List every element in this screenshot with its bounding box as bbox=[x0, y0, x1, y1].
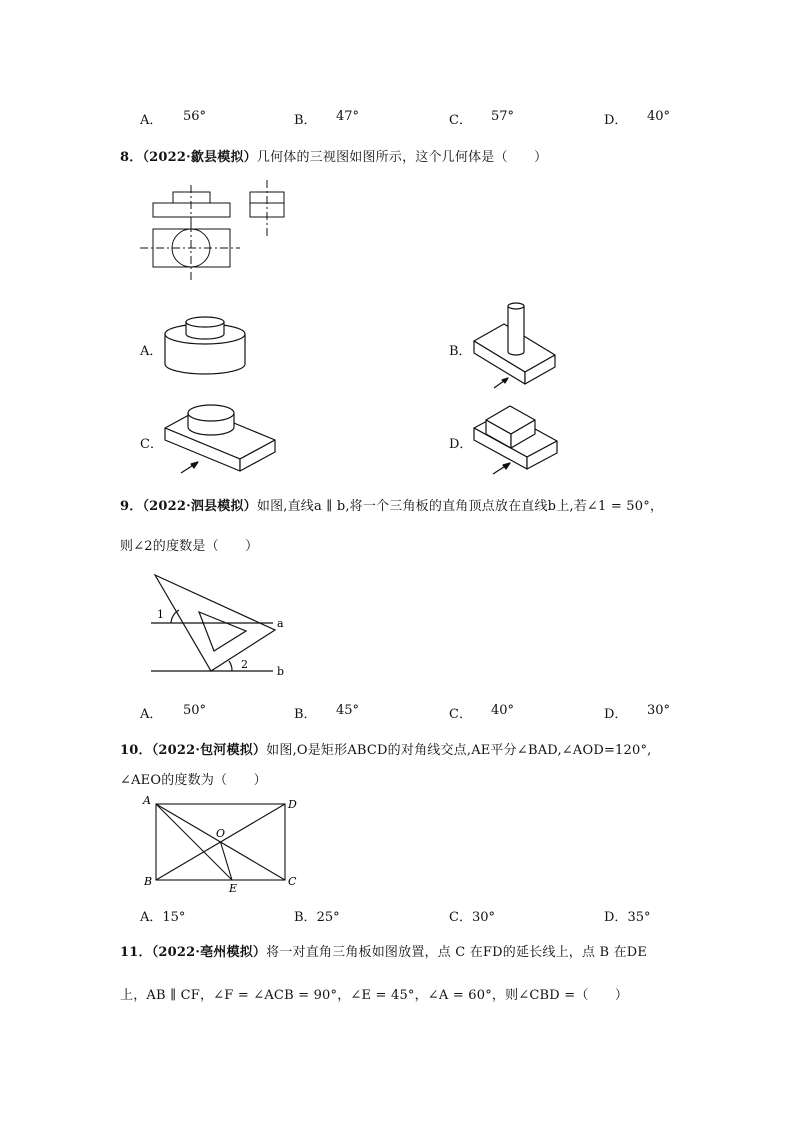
q10-label-e: E bbox=[229, 882, 238, 895]
q9-stem-line1 bbox=[120, 495, 663, 514]
q10-option-a-value: 15° bbox=[162, 910, 186, 925]
q7-option-b-value: 47° bbox=[336, 109, 360, 124]
q10-label-b: B bbox=[144, 875, 153, 888]
q9-option-c-label: C． bbox=[449, 707, 472, 722]
q10-option-a-label: A． bbox=[140, 910, 163, 925]
q9-option-d-label: D． bbox=[604, 707, 628, 722]
q9-option-b-label: B． bbox=[294, 707, 317, 722]
q11-source: （2022·亳州模拟） bbox=[151, 945, 267, 960]
q7-option-d-value: 40° bbox=[647, 109, 671, 124]
q11-number: 11． bbox=[120, 945, 152, 960]
q11-stem-line1 bbox=[120, 941, 647, 960]
q8-three-views-figure bbox=[140, 172, 300, 287]
q9-figure bbox=[145, 568, 295, 683]
q10-option-b-value: 25° bbox=[316, 910, 340, 925]
q9-source: （2022·泗县模拟） bbox=[142, 499, 257, 514]
q10-figure bbox=[140, 792, 310, 897]
q8-option-d-figure bbox=[472, 398, 562, 476]
q7-option-c-value: 57° bbox=[491, 109, 515, 124]
q8-source: （2022·歙县模拟） bbox=[142, 150, 257, 165]
q10-option-d-value: 35° bbox=[627, 910, 651, 925]
q9-angle1-label: 1 bbox=[157, 608, 164, 621]
q8-option-a-label: A． bbox=[140, 344, 163, 359]
q9-number: 9． bbox=[120, 499, 143, 514]
q8-option-b-label: B． bbox=[449, 344, 472, 359]
q10-stem-line2: ∠AEO的度数为（ ） bbox=[120, 773, 267, 788]
q9-angle2-label: 2 bbox=[241, 658, 248, 671]
q7-option-b-label: B． bbox=[294, 113, 317, 128]
q10-option-c-label: C． bbox=[449, 910, 472, 925]
q10-source: （2022·包河模拟） bbox=[151, 743, 267, 758]
q10-label-a: A bbox=[143, 794, 151, 807]
q9-option-a-value: 50° bbox=[183, 703, 207, 718]
q7-option-c-label: C． bbox=[449, 113, 472, 128]
q9-option-a-label: A． bbox=[140, 707, 163, 722]
q9-option-b-value: 45° bbox=[336, 703, 360, 718]
q10-option-c-value: 30° bbox=[471, 910, 495, 925]
q10-number: 10． bbox=[120, 743, 152, 758]
q10-option-d bbox=[604, 906, 650, 925]
q9-option-d-value: 30° bbox=[647, 703, 671, 718]
q9-option-c-value: 40° bbox=[491, 703, 515, 718]
q8-number: 8． bbox=[120, 150, 143, 165]
q11-text-line1: 将一对直角三角板如图放置，点 C 在FD的延长线上，点 B 在DE bbox=[266, 945, 648, 960]
q9-line-b-label: b bbox=[277, 665, 285, 678]
q8-text: 几何体的三视图如图所示，这个几何体是（ ） bbox=[256, 150, 548, 165]
q7-option-a-label: A． bbox=[140, 113, 163, 128]
q7-option-a-value: 56° bbox=[183, 109, 207, 124]
q8-option-a-figure bbox=[160, 310, 250, 380]
q8-option-d-label: D． bbox=[449, 437, 473, 452]
q10-option-d-label: D． bbox=[604, 910, 628, 925]
q10-option-c bbox=[449, 906, 495, 925]
q8-option-c-figure bbox=[163, 400, 278, 475]
q7-option-d-label: D． bbox=[604, 113, 628, 128]
q9-stem-line2: 则∠2的度数是（ ） bbox=[120, 539, 259, 554]
q10-stem-line1 bbox=[120, 739, 652, 758]
q10-option-b-label: B． bbox=[294, 910, 317, 925]
q9-line-a-label: a bbox=[277, 617, 284, 630]
q10-option-b bbox=[294, 906, 340, 925]
q11-stem-line2: 上，AB ∥ CF，∠F = ∠ACB = 90°，∠E = 45°，∠A = 60°，则∠CBD =（ ） bbox=[120, 988, 629, 1003]
q9-text-line1: 如图,直线a ∥ b,将一个三角板的直角顶点放在直线b上,若∠1 = 50°， bbox=[256, 499, 664, 514]
q10-text-line1: 如图,O是矩形ABCD的对角线交点,AE平分∠BAD,∠AOD=120°, bbox=[266, 743, 652, 758]
q8-option-c-label: C． bbox=[140, 437, 163, 452]
q8-stem bbox=[120, 146, 547, 165]
q8-option-b-figure bbox=[472, 298, 562, 390]
q10-option-a bbox=[140, 906, 185, 925]
q10-label-c: C bbox=[288, 875, 297, 888]
q10-label-o: O bbox=[216, 827, 226, 840]
q10-label-d: D bbox=[288, 798, 297, 811]
